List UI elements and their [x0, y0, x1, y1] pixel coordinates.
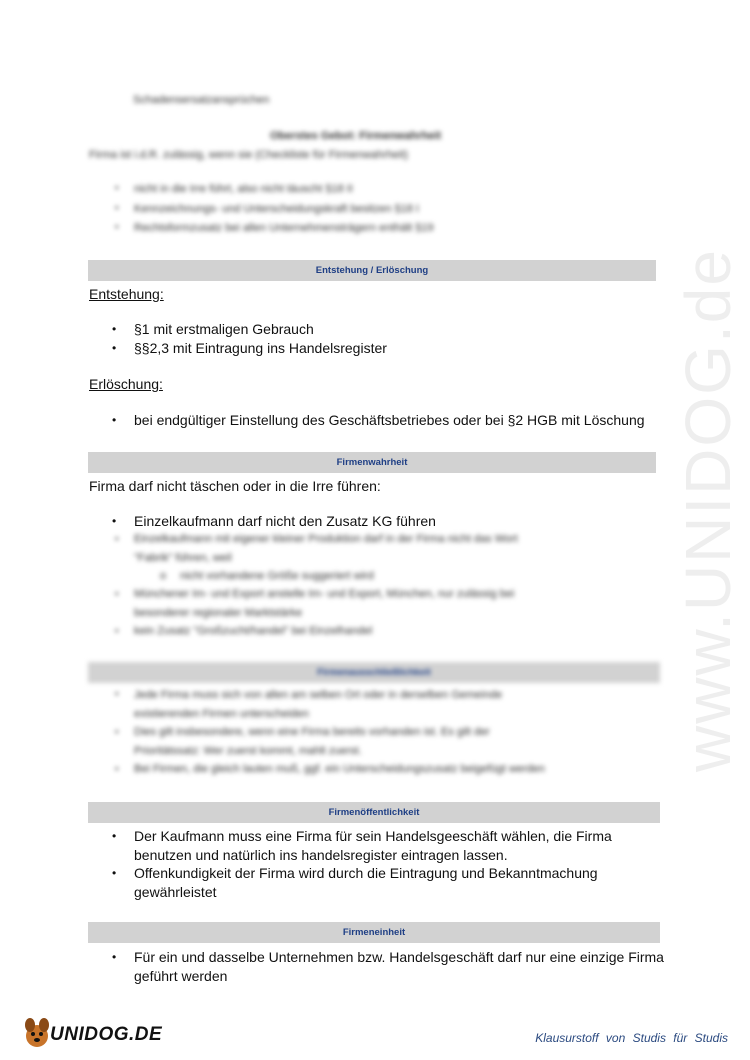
section-header-blurred: Firmenausschließlichkeit — [88, 662, 660, 683]
dog-logo-icon — [22, 1016, 52, 1050]
blurred-line: Prioritätssatz: Wer zuerst kommt, mahlt zuerst. — [134, 745, 362, 757]
bullet-icon: • — [112, 950, 117, 964]
subheading-erloeschung: Erlöschung: — [89, 376, 163, 392]
bullet-icon: • — [115, 534, 119, 545]
subheading-entstehung: Entstehung: — [89, 286, 164, 302]
bullet-icon: • — [112, 829, 117, 843]
bullet-icon: • — [115, 222, 119, 233]
bullet-icon: • — [115, 203, 119, 214]
section-intro: Firma darf nicht täschen oder in die Irre führen: — [89, 478, 381, 494]
list-item: §1 mit erstmaligen Gebrauch — [134, 321, 314, 337]
section-header-firmeneinheit: Firmeneinheit — [88, 922, 660, 943]
bullet-icon: • — [115, 626, 119, 637]
blurred-heading: Schadensersatzansprüchen — [133, 94, 270, 106]
section-header-firmenoeffentlichkeit: Firmenöffentlichkeit — [88, 802, 660, 823]
logo-text: UNIDOG.DE — [50, 1024, 163, 1045]
blurred-sub-bullet: o — [160, 570, 167, 582]
list-item-line: geführt werden — [134, 968, 228, 984]
list-item-line: gewährleistet — [134, 884, 217, 900]
blurred-line: "Fabrik" führen, weil — [134, 552, 232, 564]
blurred-line: Münchener Im- und Export anstelle Im- und Export, München, nur zulässig bei — [134, 588, 515, 600]
list-item-line: benutzen und natürlich ins handelsregister eintragen lassen. — [134, 847, 508, 863]
watermark-text: www.UNIDOG.de — [672, 248, 744, 772]
blurred-intro: Firma ist i.d.R. zulässig, wenn sie (Checkliste für Firmenwahrheit) — [89, 149, 409, 161]
list-item-line: Der Kaufmann muss eine Firma für sein Handelsgeeschäft wählen, die Firma — [134, 828, 612, 844]
footer-tagline: Klausurstoff von Studis für Studis — [535, 1031, 728, 1045]
list-item: bei endgültiger Einstellung des Geschäftsbetriebes oder bei §2 HGB mit Löschung — [134, 412, 645, 428]
blurred-line: Jede Firma muss sich von allen am selben Ort oder in derselben Gemeinde — [134, 689, 503, 701]
blurred-line: kein Zusatz "Großzucht/handel" bei Einzelhandel — [134, 625, 373, 637]
list-item-line: Offenkundigkeit der Firma wird durch die Eintragung und Bekanntmachung — [134, 865, 598, 881]
bullet-icon: • — [112, 322, 117, 336]
blurred-title: Oberstes Gebot: Firmenwahrheit — [270, 130, 442, 142]
bullet-icon: • — [115, 727, 119, 738]
bullet-icon: • — [112, 866, 117, 880]
list-item: Einzelkaufmann darf nicht den Zusatz KG führen — [134, 513, 436, 529]
bullet-icon: • — [112, 413, 117, 427]
list-item-line: Für ein und dasselbe Unternehmen bzw. Handelsgeschäft darf nur eine einzige Firma — [134, 949, 664, 965]
blurred-line: Einzelkaufmann mit eigener kleiner Produktion darf in der Firma nicht das Wort — [134, 533, 518, 545]
section-header-entstehung: Entstehung / Erlöschung — [88, 260, 656, 281]
blurred-bullet: Kennzeichnungs- und Unterscheidungskraft besitzen §18 I — [134, 203, 419, 215]
blurred-line: existierenden Firmen unterscheiden — [134, 708, 309, 720]
blurred-bullet: Rechtsformzusatz bei allen Unternehmensträgern enthält §19 — [134, 222, 434, 234]
bullet-icon: • — [112, 514, 117, 528]
list-item: §§2,3 mit Eintragung ins Handelsregister — [134, 340, 387, 356]
blurred-bullet: nicht in die Irre führt, also nicht täuscht §18 II — [134, 183, 353, 195]
bullet-icon: • — [115, 589, 119, 600]
blurred-line: Bei Firmen, die gleich lauten muß, ggf. ein Unterscheidungszusatz beigefügt werden — [134, 763, 545, 775]
bullet-icon: • — [115, 764, 119, 775]
bullet-icon: • — [115, 689, 119, 700]
section-header-firmenwahrheit: Firmenwahrheit — [88, 452, 656, 473]
bullet-icon: • — [112, 341, 117, 355]
bullet-icon: • — [115, 183, 119, 194]
blurred-line: besonderer regionaler Marktstärke — [134, 607, 303, 619]
blurred-line: nicht vorhandene Größe suggeriert wird — [180, 570, 374, 582]
blurred-line: Dies gilt insbesondere, wenn eine Firma bereits vorhanden ist. Es gilt der — [134, 726, 490, 738]
